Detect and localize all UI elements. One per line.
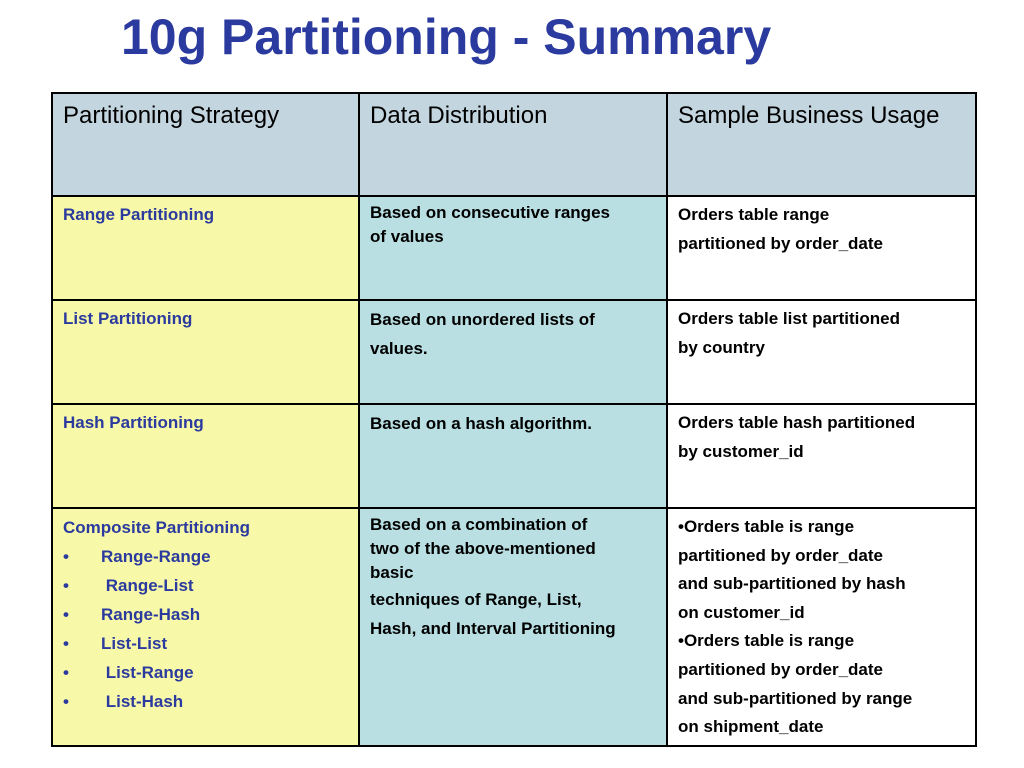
usage-line: on shipment_date <box>678 717 824 737</box>
list-item <box>63 571 348 600</box>
table-header-row <box>52 93 976 196</box>
list-item <box>63 600 348 629</box>
distribution-line: Based on a hash algorithm. <box>370 414 592 433</box>
usage-cell <box>667 196 976 300</box>
strategy-cell <box>52 196 359 300</box>
list-item-label: List-Hash <box>101 692 184 711</box>
list-item-label: List-Range <box>101 663 194 682</box>
distribution-line: of values <box>370 227 444 246</box>
usage-line: and sub-partitioned by range <box>678 688 913 708</box>
bullet-icon: • <box>63 576 69 595</box>
distribution-cell <box>359 196 667 300</box>
distribution-line: Based on consecutive ranges <box>370 203 610 222</box>
distribution-line: Hash, and Interval Partitioning <box>370 619 616 638</box>
usage-line: by customer_id <box>678 441 804 461</box>
distribution-line: Based on a combination of <box>370 515 588 534</box>
list-item-label: List-List <box>101 634 168 653</box>
distribution-cell <box>359 404 667 508</box>
usage-line: by country <box>678 337 765 357</box>
summary-table <box>51 92 977 747</box>
table-row <box>52 196 976 300</box>
distribution-cell <box>359 300 667 404</box>
slide-title: 10g Partitioning - Summary <box>121 9 772 65</box>
list-item <box>63 658 348 687</box>
usage-line: Orders table range <box>678 205 830 224</box>
table-row <box>52 508 976 746</box>
strategy-cell <box>52 508 359 746</box>
bullet-icon: • <box>63 663 69 682</box>
usage-line: •Orders table is range <box>678 517 855 536</box>
distribution-cell <box>359 508 667 746</box>
strategy-cell <box>52 300 359 404</box>
usage-line: on customer_id <box>678 602 805 622</box>
list-item-label: Range-Hash <box>101 605 201 624</box>
bullet-icon: • <box>63 547 69 566</box>
strategy-name: Composite Partitioning <box>63 518 250 537</box>
usage-cell <box>667 404 976 508</box>
composite-sub-list <box>63 542 348 716</box>
usage-line: Orders table hash partitioned <box>678 413 916 432</box>
usage-line: •Orders table is range <box>678 631 855 651</box>
strategy-name: Range Partitioning <box>63 205 215 224</box>
distribution-line: techniques of Range, List, <box>370 590 582 609</box>
header-data-distribution: Data Distribution <box>359 93 667 196</box>
table-row <box>52 404 976 508</box>
header-partitioning-strategy: Partitioning Strategy <box>52 93 359 196</box>
usage-line: and sub-partitioned by hash <box>678 574 906 594</box>
bullet-icon: • <box>63 605 69 624</box>
strategy-name: Hash Partitioning <box>63 413 204 432</box>
list-item-label: Range-List <box>101 576 194 595</box>
distribution-line: two of the above-mentioned <box>370 539 596 558</box>
summary-table-container <box>51 92 975 736</box>
bullet-icon: • <box>63 634 69 653</box>
list-item <box>63 629 348 658</box>
list-item-label: Range-Range <box>101 547 211 566</box>
distribution-line: basic <box>370 563 414 582</box>
list-item <box>63 687 348 716</box>
table-row <box>52 300 976 404</box>
header-sample-business-usage: Sample Business Usage <box>667 93 976 196</box>
strategy-name: List Partitioning <box>63 309 193 328</box>
distribution-line: values. <box>370 339 428 358</box>
bullet-icon: • <box>63 692 69 711</box>
usage-cell <box>667 508 976 746</box>
usage-line: partitioned by order_date <box>678 659 883 679</box>
list-item <box>63 542 348 571</box>
usage-line: partitioned by order_date <box>678 545 883 565</box>
usage-cell <box>667 300 976 404</box>
distribution-line: Based on unordered lists of <box>370 310 595 329</box>
usage-line: Orders table list partitioned <box>678 309 900 328</box>
strategy-cell <box>52 404 359 508</box>
usage-line: partitioned by order_date <box>678 233 883 253</box>
